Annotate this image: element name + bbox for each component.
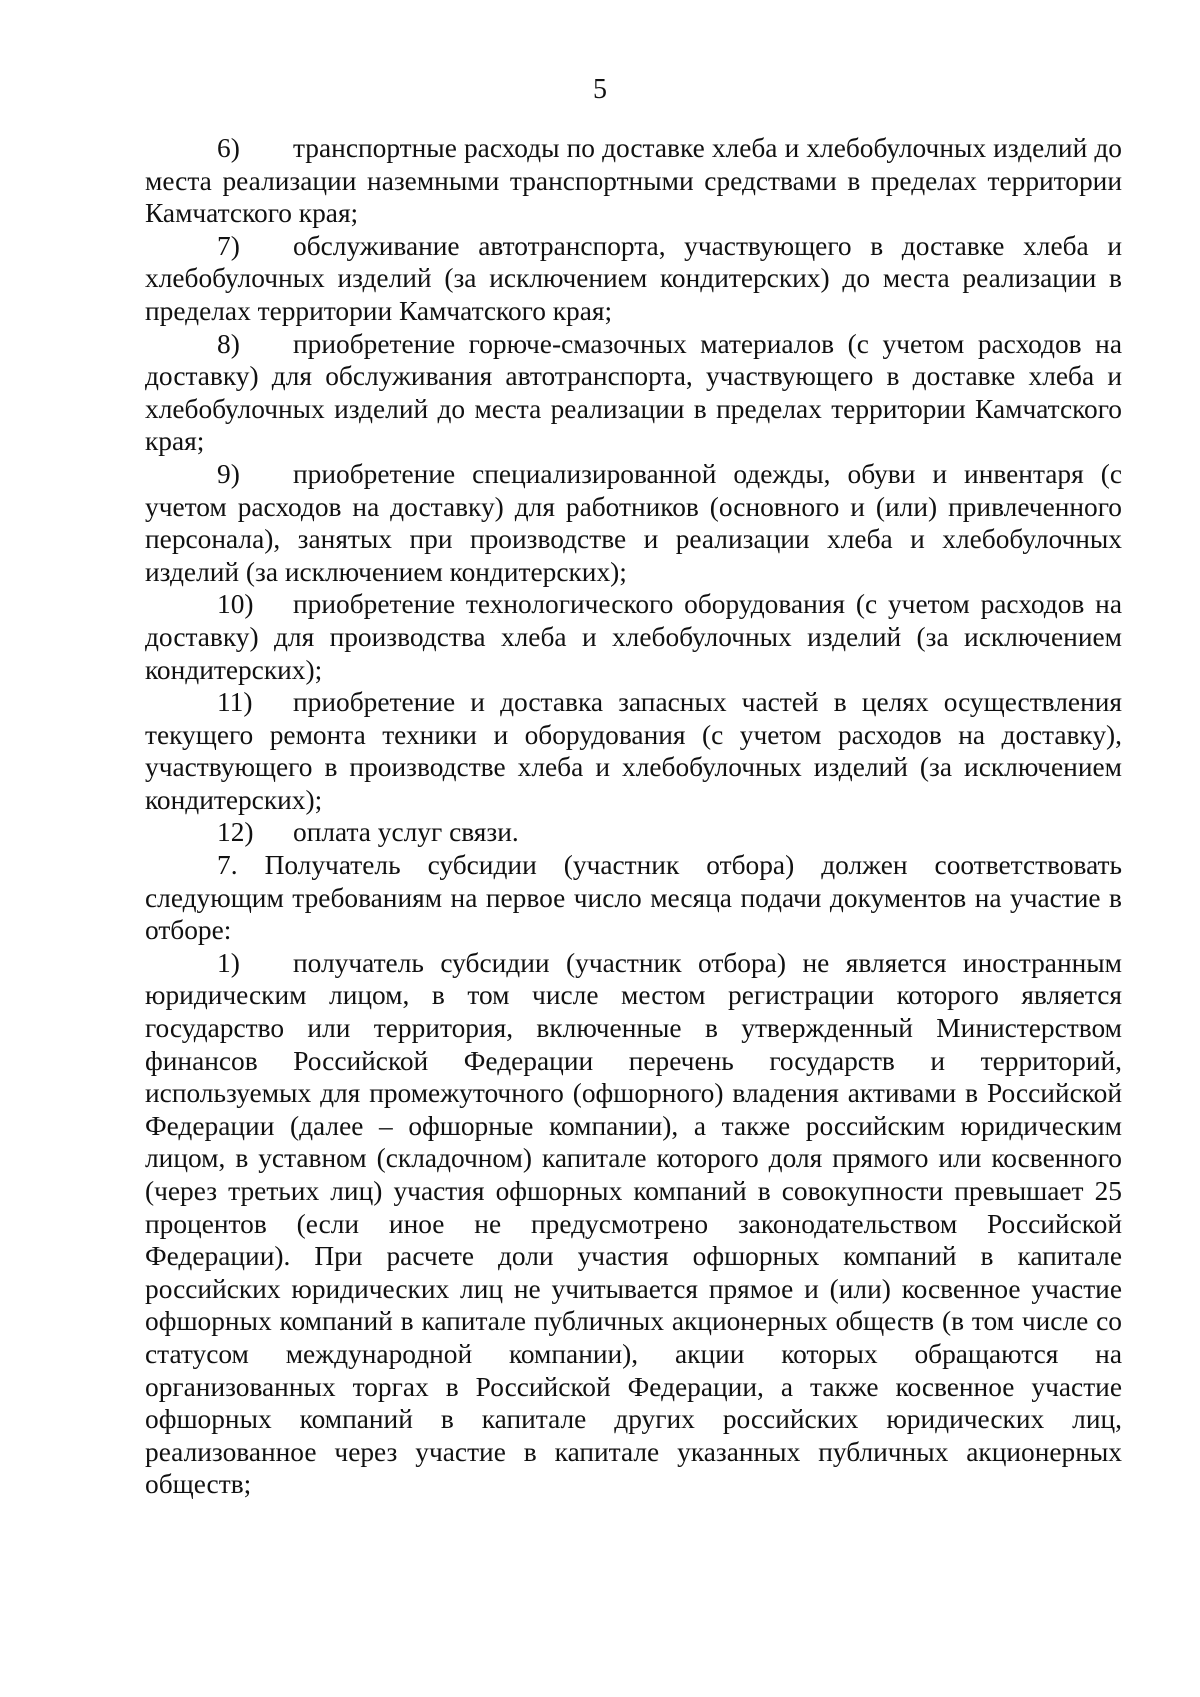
item-text: приобретение и доставка запасных частей в целях осуществления текущего ремонта техники и оборудования (с учетом расходов на доставку), участвующего в производстве хлеба и хлебобулочных изделий (за исключением кондитерских);	[145, 687, 1122, 815]
list-item-7	[145, 230, 1122, 328]
item-text: приобретение специализированной одежды, обуви и инвентаря (с учетом расходов на доставку) для работников (основного и (или) привлеченного персонала), занятых при производстве и реализации хлеба и хлебобулочных изделий (за исключением кондитерских);	[145, 458, 1122, 587]
document-body	[145, 132, 1122, 1501]
item-number: 11)	[217, 687, 253, 718]
list-item-9	[145, 458, 1122, 588]
section-7-paragraph: 7. Получатель субсидии (участник отбора) должен соответствовать следующим требованиям на первое число месяца подачи документов на участие в отборе:	[145, 850, 1122, 946]
item-number: 6)	[217, 133, 240, 163]
item-number: 8)	[217, 328, 240, 359]
requirement-item-1	[145, 947, 1122, 1501]
item-number: 10)	[217, 589, 254, 620]
item-text: оплата услуг связи.	[293, 817, 519, 848]
item-text: транспортные расходы по доставке хлеба и хлебобулочных изделий до места реализации наземными транспортными средствами в пределах территории Камчатского края;	[145, 133, 1122, 229]
list-item-12	[145, 816, 1122, 849]
item-text: приобретение технологического оборудования (с учетом расходов на доставку) для производства хлеба и хлебобулочных изделий (за исключением кондитерских);	[145, 589, 1122, 685]
item-number: 7)	[217, 230, 240, 261]
item-text: получатель субсидии (участник отбора) не является иностранным юридическим лицом, в том числе местом регистрации которого является государство или территория, включенные в утвержденный Министерством финансов Российской Федерации перечень государств и территорий, используемых для промежуточного (офшорного) владения активами в Российской Федерации (далее – офшорные компании), а также российским юридическим лицом, в уставном (складочном) капитале которого доля прямого или косвенного (через третьих лиц) участия офшорных компаний в совокупности превышает 25 процентов (если иное не предусмотрено законодательством Российской Федерации). При расчете доли участия офшорных компаний в капитале российских юридических лиц не учитывается прямое и (или) косвенное участие офшорных компаний в капитале публичных акционерных обществ (в том числе со статусом международной компании), акции которых обращаются на организованных торгах в Российской Федерации, а также косвенное участие офшорных компаний в капитале других российских юридических лиц, реализованное через участие в капитале указанных публичных акционерных обществ;	[145, 947, 1122, 1500]
page-number: 5	[593, 74, 607, 105]
list-item-11	[145, 686, 1122, 816]
item-number: 12)	[217, 817, 254, 848]
item-text: приобретение горюче-смазочных материалов (с учетом расходов на доставку) для обслуживания автотранспорта, участвующего в доставке хлеба и хлебобулочных изделий до места реализации в пределах территории Камчатского края;	[145, 328, 1122, 457]
item-number: 9)	[217, 458, 240, 489]
list-item-8	[145, 328, 1122, 458]
list-item-6	[145, 132, 1122, 230]
list-item-10	[145, 588, 1122, 686]
item-text: обслуживание автотранспорта, участвующего в доставке хлеба и хлебобулочных изделий (за исключением кондитерских) до места реализации в пределах территории Камчатского края;	[145, 230, 1122, 326]
item-number: 1)	[217, 947, 240, 978]
